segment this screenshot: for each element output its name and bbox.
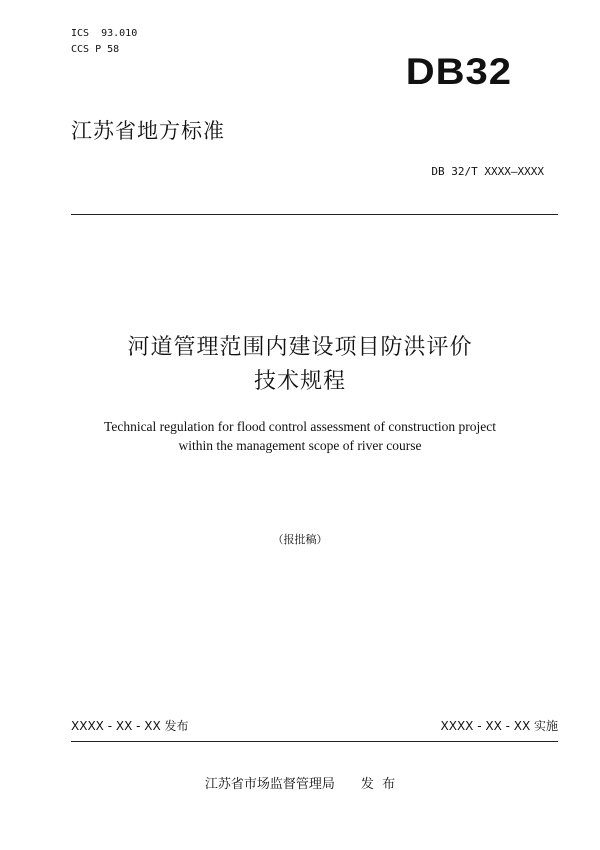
title-chinese-line-1: 河道管理范围内建设项目防洪评价	[127, 335, 473, 360]
issuer-name: 江苏省市场监督管理局	[204, 777, 335, 792]
standard-type-heading: 江苏省地方标准	[71, 119, 225, 143]
implementation-date: XXXX - XX - XX 实施	[440, 719, 558, 733]
title-chinese-line-2: 技术规程	[253, 369, 346, 394]
release-date: XXXX - XX - XX 发布	[71, 719, 189, 733]
draft-status-label: （报批稿）	[272, 533, 328, 546]
issuer-action: 发 布	[360, 777, 396, 792]
db32-logo: DB32	[405, 52, 512, 93]
footer-divider	[71, 741, 558, 742]
header-divider	[71, 214, 558, 215]
ics-code: ICS 93.010	[71, 28, 138, 39]
issuer-line	[0, 776, 600, 794]
standard-code: DB 32/T XXXX—XXXX	[431, 165, 544, 178]
ccs-code: CCS P 58	[71, 44, 120, 55]
title-english-line-1: Technical regulation for flood control assessment of construction project	[104, 419, 496, 434]
title-english-line-2: within the management scope of river course	[178, 438, 422, 453]
